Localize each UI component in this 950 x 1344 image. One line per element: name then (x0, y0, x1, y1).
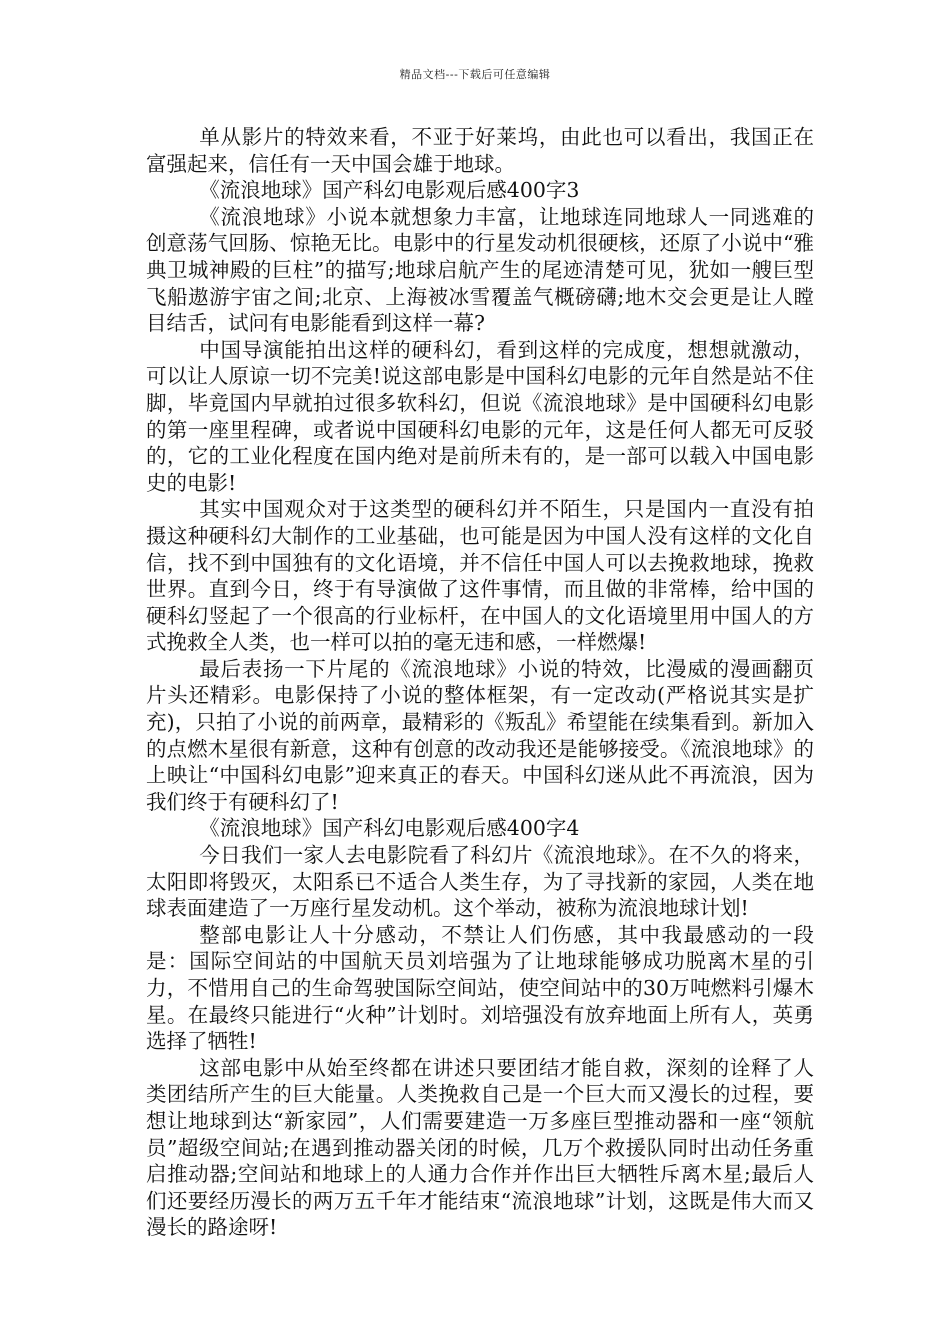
section-heading: 《流浪地球》国产科幻电影观后感400字3 (199, 178, 580, 203)
paragraph: 这部电影中从始至终都在讲述只要团结才能自救，深刻的诠释了人类团结所产生的巨大能量。人类挽救自己是一个巨大而又漫长的过程，要想让地球到达“新家园”，人们需要建造一万多座巨型推动器和一座“领航员”超级空间站;在遇到推动器关闭的时候，几万个救援队同时出动任务重启推动器;空间站和地球上的人通力合作并作出巨大牺牲斥离木星;最后人们还要经历漫长的两万五千年才能结束“流浪地球”计划，这既是伟大而又漫长的路途呀! (146, 1055, 814, 1240)
paragraph: 单从影片的特效来看，不亚于好莱坞，由此也可以看出，我国正在富强起来，信任有一天中国会雄于地球。 (146, 125, 814, 176)
paragraph: 《流浪地球》小说本就想象力丰富，让地球连同地球人一同逃难的创意荡气回肠、惊艳无比。电影中的行星发动机很硬核，还原了小说中“雅典卫城神殿的巨柱”的描写;地球启航产生的尾迹清楚可见，犹如一艘巨型飞船遨游宇宙之间;北京、上海被冰雪覆盖气概磅礴;地木交会更是让人瞠目结舌，试问有电影能看到这样一幕? (146, 204, 814, 336)
paragraph: 其实中国观众对于这类型的硬科幻并不陌生，只是国内一直没有拍摄这种硬科幻大制作的工业基础，也可能是因为中国人没有这样的文化自信，找不到中国独有的文化语境，并不信任中国人可以去挽救地球，挽救世界。直到今日，终于有导演做了这件事情，而且做的非常棒，给中国的硬科幻竖起了一个很高的行业标杆，在中国人的文化语境里用中国人的方式挽救全人类，也一样可以拍的毫无违和感，一样燃爆! (146, 497, 814, 655)
section-heading: 《流浪地球》国产科幻电影观后感400字4 (199, 816, 580, 841)
paragraph: 今日我们一家人去电影院看了科幻片《流浪地球》。在不久的将来，太阳即将毁灭，太阳系已不适合人类生存，为了寻找新的家园，人类在地球表面建造了一万座行星发动机。这个举动，被称为流浪地球计划! (146, 843, 814, 921)
page-header: 精品文档---下载后可任意编辑 (399, 68, 551, 81)
document-body (146, 124, 814, 1241)
paragraph: 整部电影让人十分感动，不禁让人们伤感，其中我最感动的一段是：国际空间站的中国航天员刘培强为了让地球能够成功脱离木星的引力，不惜用自己的生命驾驶国际空间站，使空间站中的30万吨燃料引爆木星。在最终只能进行“火种”计划时。刘培强没有放弃地面上所有人，英勇选择了牺牲! (146, 922, 814, 1054)
paragraph: 中国导演能拍出这样的硬科幻，看到这样的完成度，想想就激动，可以让人原谅一切不完美!说这部电影是中国科幻电影的元年自然是站不住脚，毕竟国内早就拍过很多软科幻，但说《流浪地球》是中国硬科幻电影的第一座里程碑，或者说中国硬科幻电影的元年，这是任何人都无可反驳的，它的工业化程度在国内绝对是前所未有的，是一部可以载入中国电影史的电影! (146, 337, 814, 495)
paragraph: 最后表扬一下片尾的《流浪地球》小说的特效，比漫威的漫画翻页片头还精彩。电影保持了小说的整体框架，有一定改动(严格说其实是扩充)，只拍了小说的前两章，最精彩的《叛乱》希望能在续集看到。新加入的点燃木星很有新意，这种有创意的改动我还是能够接受。《流浪地球》的上映让“中国科幻电影”迎来真正的春天。中国科幻迷从此不再流浪，因为我们终于有硬科幻了! (146, 656, 814, 814)
